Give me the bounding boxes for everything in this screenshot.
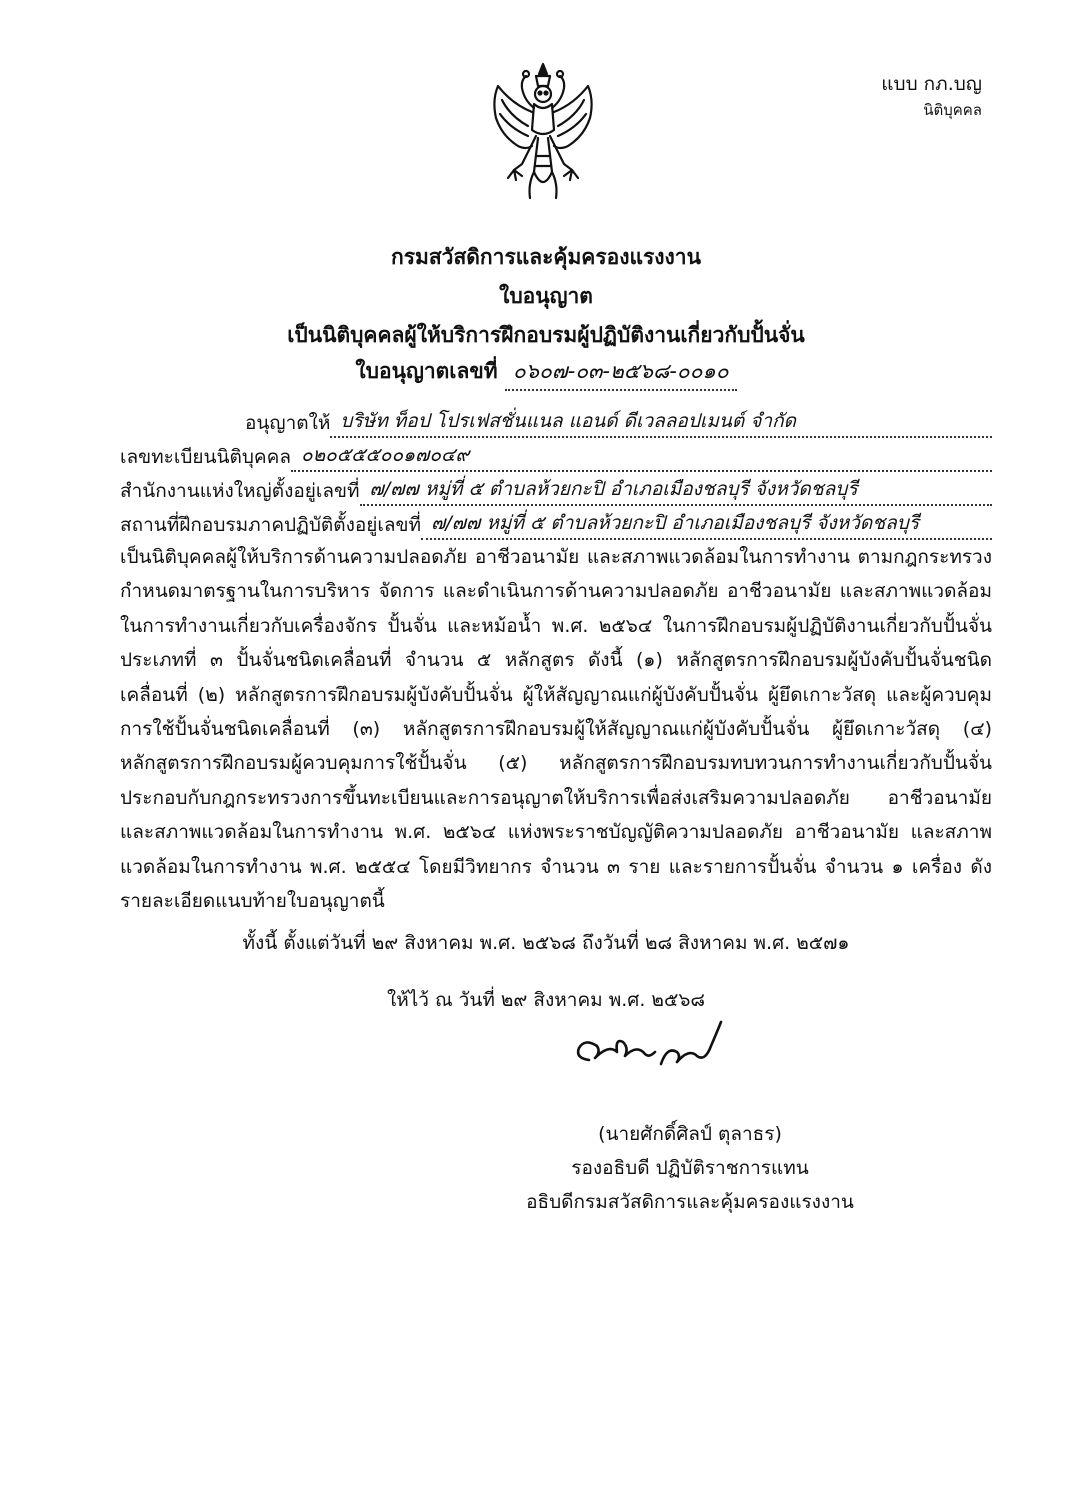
department-name: กรมสวัสดิการและคุ้มครองแรงงาน — [391, 245, 701, 269]
signature-icon — [565, 1008, 735, 1088]
form-code-main: แบบ กภ.บญ — [881, 73, 982, 95]
signer-title: อธิบดีกรมสวัสดิการและคุ้มครองแรงงาน — [526, 1191, 854, 1213]
training-site-row — [120, 512, 992, 540]
head-office-row — [120, 478, 992, 506]
signer-name: (นายศักดิ์ศิลป์ ตุลาธร) — [598, 1123, 782, 1145]
grantee-row — [120, 410, 992, 438]
training-site-value: ๗/๗๗ หมู่ที่ ๕ ตำบลห้วยกะปิ อำเภอเมืองชลบุรี จังหวัดชลบุรี — [421, 508, 992, 540]
form-code-sub: นิติบุคคล — [923, 100, 982, 119]
issue-date: ให้ไว้ ณ วันที่ ๒๙ สิงหาคม พ.ศ. ๒๕๖๘ — [386, 989, 706, 1011]
license-number-value: ๐๖๐๗-๐๓-๒๕๖๘-๐๐๑๐ — [505, 355, 737, 391]
garuda-emblem-icon — [488, 60, 598, 210]
form-code — [881, 70, 982, 121]
registration-label: เลขทะเบียนนิติบุคคล — [120, 446, 291, 468]
grantee-value: บริษัท ท็อป โปรเฟสชั่นแนล แอนด์ ดีเวลลอปเมนต์ จำกัด — [330, 406, 992, 438]
validity-period: ทั้งนี้ ตั้งแต่วันที่ ๒๙ สิงหาคม พ.ศ. ๒๕๖๘ ถึงวันที่ ๒๘ สิงหาคม พ.ศ. ๒๕๗๑ — [242, 932, 850, 954]
header — [0, 238, 1092, 355]
document-type: ใบอนุญาต — [499, 284, 593, 308]
license-subject: เป็นนิติบุคคลผู้ให้บริการฝึกอบรมผู้ปฏิบัติงานเกี่ยวกับปั้นจั่น — [287, 323, 805, 347]
license-number-line — [0, 355, 1092, 391]
license-body-text: เป็นนิติบุคคลผู้ให้บริการด้านความปลอดภัย อาชีวอนามัย และสภาพแวดล้อมในการทำงาน ตามกฎกระทรวงกำหนดมาตรฐานในการบริหาร จัดการ และดำเนินการด้านความปลอดภัย อาชีวอนามัย และสภาพแวดล้อมในการทำงานเกี่ยวกับเครื่องจักร ปั้นจั่น และหม้อน้ำ พ.ศ. ๒๕๖๔ ในการฝึกอบรมผู้ปฏิบัติงานเกี่ยวกับปั้นจั่นประเภทที่ ๓ ปั้นจั่นชนิดเคลื่อนที่ จำนวน ๕ หลักสูตร ดังนี้ (๑) หลักสูตรการฝึกอบรมผู้บังคับปั้นจั่นชนิดเคลื่อนที่ (๒) หลักสูตรการฝึกอบรมผู้บังคับปั้นจั่น ผู้ให้สัญญาณแก่ผู้บังคับปั้นจั่น ผู้ยึดเกาะวัสดุ และผู้ควบคุมการใช้ปั้นจั่นชนิดเคลื่อนที่ (๓) หลักสูตรการฝึกอบรมผู้ให้สัญญาณแก่ผู้บังคับปั้นจั่น ผู้ยึดเกาะวัสดุ (๔) หลักสูตรการฝึกอบรมผู้ควบคุมการใช้ปั้นจั่น (๕) หลักสูตรการฝึกอบรมทบทวนการทำงานเกี่ยวกับปั้นจั่น ประกอบกับกฎกระทรวงการขึ้นทะเบียนและการอนุญาตให้บริการเพื่อส่งเสริมความปลอดภัย อาชีวอนามัย และสภาพแวดล้อมในการทำงาน พ.ศ. ๒๕๖๔ แห่งพระราชบัญญัติความปลอดภัย อาชีวอนามัย และสภาพแวดล้อมในการทำงาน พ.ศ. ๒๕๕๔ โดยมีวิทยากร จำนวน ๓ ราย และรายการปั้นจั่น จำนวน ๑ เครื่อง ดังรายละเอียดแนบท้ายใบอนุญาตนี้ — [120, 546, 992, 913]
registration-row — [120, 444, 992, 472]
head-office-value: ๗/๗๗ หมู่ที่ ๕ ตำบลห้วยกะปิ อำเภอเมืองชลบุรี จังหวัดชลบุรี — [360, 474, 992, 506]
grantee-label: อนุญาตให้ — [245, 412, 331, 434]
signer-block — [460, 1117, 920, 1219]
registration-value: ๐๒๐๕๕๕๐๐๑๗๐๔๙ — [291, 440, 992, 472]
training-site-label: สถานที่ฝึกอบรมภาคปฏิบัติตั้งอยู่เลขที่ — [120, 514, 422, 536]
license-number-label: ใบอนุญาตเลขที่ — [355, 359, 498, 383]
head-office-label: สำนักงานแห่งใหญ่ตั้งอยู่เลขที่ — [120, 480, 360, 502]
signer-position: รองอธิบดี ปฏิบัติราชการแทน — [571, 1157, 809, 1179]
